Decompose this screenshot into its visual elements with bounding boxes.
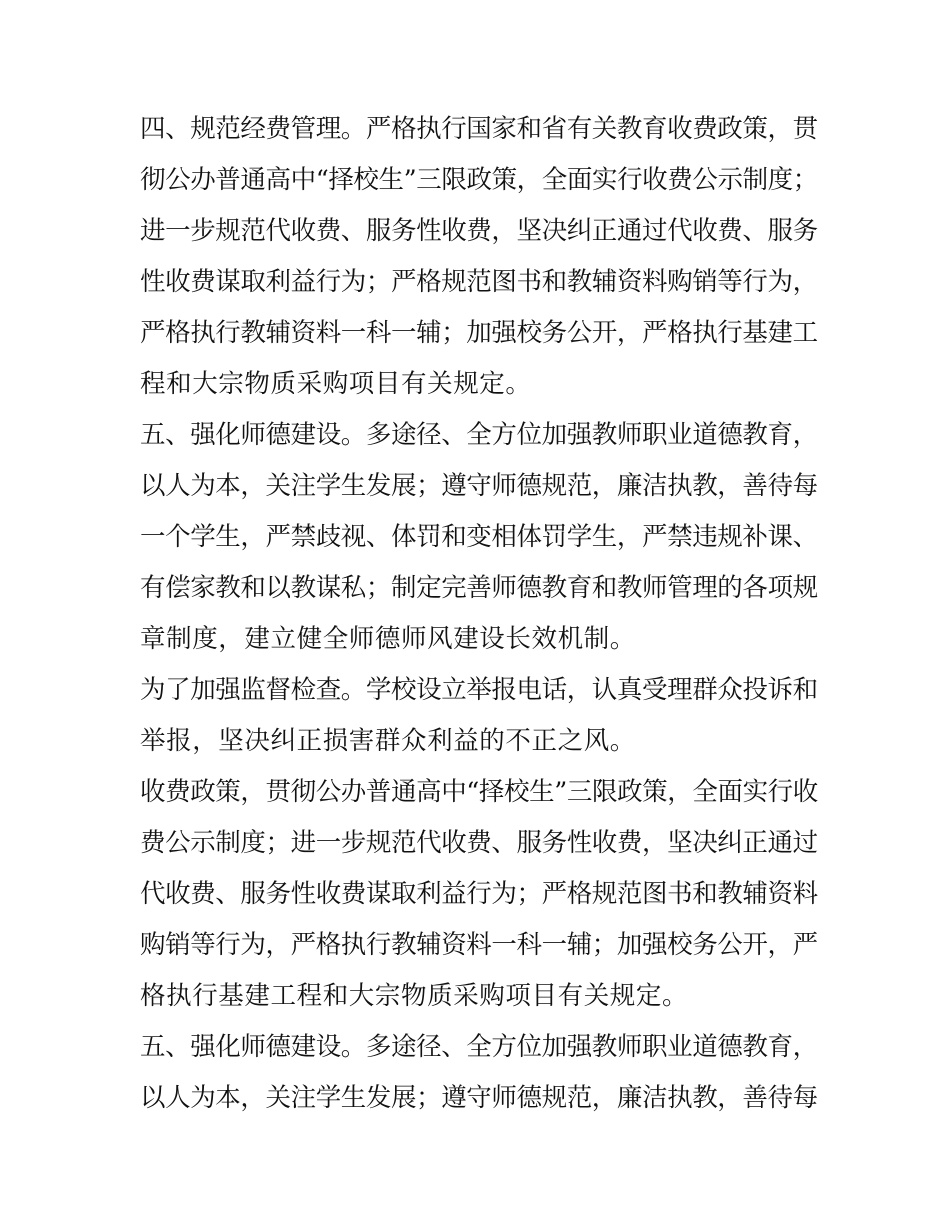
paragraph-supervision xyxy=(140,665,820,767)
text-line: 有偿家教和以教谋私；制定完善师德教育和教师管理的各项规 xyxy=(140,573,818,603)
text-line: 以人为本，关注学生发展；遵守师德规范，廉洁执教，善待每 xyxy=(140,1083,818,1113)
document-body xyxy=(140,104,820,1124)
text-line: 为了加强监督检查。学校设立举报电话，认真受理群众投诉和 xyxy=(140,675,818,705)
text-line: 以人为本，关注学生发展；遵守师德规范，廉洁执教，善待每 xyxy=(140,471,818,501)
text-line: 章制度，建立健全师德师风建设长效机制。 xyxy=(140,624,636,654)
text-line: 举报，坚决纠正损害群众利益的不正之风。 xyxy=(140,726,636,756)
text-line: 格执行基建工程和大宗物质采购项目有关规定。 xyxy=(140,981,689,1011)
text-line: 进一步规范代收费、服务性收费，坚决纠正通过代收费、服务 xyxy=(140,216,818,246)
text-line: 四、规范经费管理。严格执行国家和省有关教育收费政策，贯 xyxy=(140,114,818,144)
text-line: 五、强化师德建设。多途径、全方位加强教师职业道德教育， xyxy=(140,420,818,450)
paragraph-funding-management xyxy=(140,104,820,410)
paragraph-teacher-ethics xyxy=(140,410,820,665)
paragraph-teacher-ethics-repeat xyxy=(140,1022,820,1124)
text-line: 性收费谋取利益行为；严格规范图书和教辅资料购销等行为， xyxy=(140,267,818,297)
text-line: 程和大宗物质采购项目有关规定。 xyxy=(140,369,532,399)
text-line: 购销等行为，严格执行教辅资料一科一辅；加强校务公开，严 xyxy=(140,930,818,960)
text-line: 五、强化师德建设。多途径、全方位加强教师职业道德教育， xyxy=(140,1032,818,1062)
text-line: 严格执行教辅资料一科一辅；加强校务公开，严格执行基建工 xyxy=(140,318,818,348)
text-line: 代收费、服务性收费谋取利益行为；严格规范图书和教辅资料 xyxy=(140,879,818,909)
paragraph-fee-policy xyxy=(140,767,820,1022)
text-line: 收费政策，贯彻公办普通高中“择校生”三限政策，全面实行收 xyxy=(140,777,818,807)
text-line: 彻公办普通高中“择校生”三限政策，全面实行收费公示制度； xyxy=(140,165,818,195)
text-line: 费公示制度；进一步规范代收费、服务性收费，坚决纠正通过 xyxy=(140,828,818,858)
text-line: 一个学生，严禁歧视、体罚和变相体罚学生，严禁违规补课、 xyxy=(140,522,818,552)
